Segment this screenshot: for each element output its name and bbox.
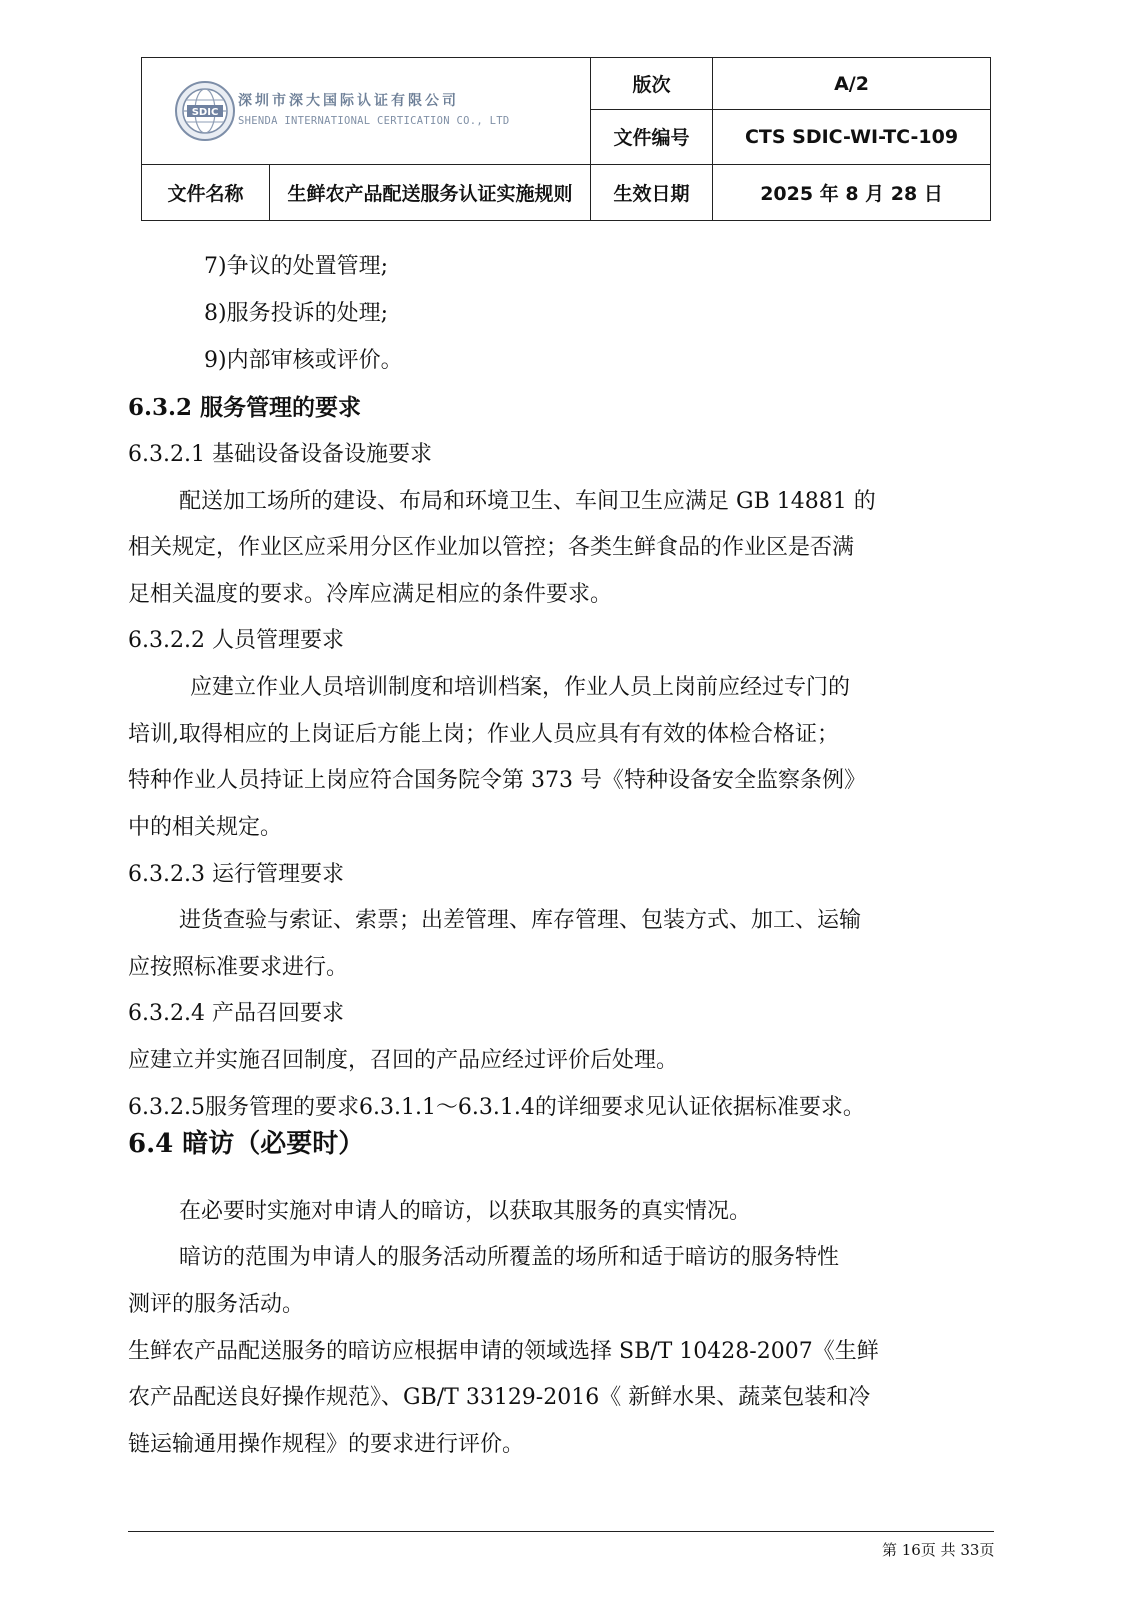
paragraph-line: 在必要时实施对申请人的暗访，以获取其服务的真实情况。 [179,1199,752,1224]
paragraph-line: 进货查验与索证、索票；出差管理、库存管理、包装方式、加工、运输 [179,908,862,933]
paragraph-line: 链运输通用操作规程》的要求进行评价。 [128,1432,525,1457]
subsection-heading-6-3-2-2: 6.3.2.2 人员管理要求 [128,628,344,653]
footer-divider [128,1531,994,1532]
doc-name-value: 生鲜农产品配送服务认证实施规则 [270,164,591,220]
paragraph-line: 培训,取得相应的上岗证后方能上岗；作业人员应具有有效的体检合格证； [128,722,839,747]
effective-date-value: 2025 年 8 月 28 日 [713,164,991,220]
version-value: A/2 [713,58,991,110]
company-name-cn: 深圳市深大国际认证有限公司 [238,93,459,110]
paragraph-line: 配送加工场所的建设、布局和环境卫生、车间卫生应满足 GB 14881 的 [179,489,876,514]
list-item-9: 9)内部审核或评价。 [204,348,403,373]
paragraph-line: 足相关温度的要求。冷库应满足相应的条件要求。 [128,582,613,607]
version-label: 版次 [591,58,713,110]
paragraph-line: 中的相关规定。 [128,815,283,840]
section-heading-6-3-2: 6.3.2 服务管理的要求 [128,394,362,421]
list-item-7: 7)争议的处置管理; [204,254,388,279]
company-logo-cell [142,58,591,165]
seal-text: SDIC [191,106,219,118]
document-header-table [141,57,991,221]
paragraph-line: 暗访的范围为申请人的服务活动所覆盖的场所和适于暗访的服务特性 [179,1245,840,1270]
paragraph-line: 相关规定，作业区应采用分区作业加以管控；各类生鲜食品的作业区是否满 [128,535,855,560]
paragraph-line: 应建立并实施召回制度，召回的产品应经过评价后处理。 [128,1048,679,1073]
company-seal-icon [174,80,236,142]
paragraph-line: 农产品配送良好操作规范》、GB/T 33129-2016《 新鲜水果、蔬菜包装和冷 [128,1385,871,1410]
subsection-heading-6-3-2-4: 6.3.2.4 产品召回要求 [128,1001,344,1026]
list-item-8: 8)服务投诉的处理; [204,301,388,326]
paragraph-line: 生鲜农产品配送服务的暗访应根据申请的领域选择 SB/T 10428-2007《生鲜 [128,1339,879,1364]
section-heading-6-4: 6.4 暗访（必要时） [128,1129,365,1159]
doc-name-label: 文件名称 [142,164,270,220]
subsection-heading-6-3-2-1: 6.3.2.1 基础设备设备设施要求 [128,442,432,467]
effective-date-label: 生效日期 [591,164,713,220]
paragraph-line: 应建立作业人员培训制度和培训档案，作业人员上岗前应经过专门的 [190,675,851,700]
paragraph-line: 特种作业人员持证上岗应符合国务院令第 373 号《特种设备安全监察条例》 [128,768,866,793]
doc-number-label: 文件编号 [591,110,713,164]
page-number: 第 16页 共 33页 [882,1541,995,1559]
company-name-en: SHENDA INTERNATIONAL CERTICATION CO., LTD [238,114,510,127]
subsection-heading-6-3-2-3: 6.3.2.3 运行管理要求 [128,862,344,887]
paragraph-line: 测评的服务活动。 [128,1292,305,1317]
paragraph-line: 6.3.2.5服务管理的要求6.3.1.1～6.3.1.4的详细要求见认证依据标准要求。 [128,1095,865,1120]
doc-number-value: CTS SDIC-WI-TC-109 [713,110,991,164]
paragraph-line: 应按照标准要求进行。 [128,955,349,980]
